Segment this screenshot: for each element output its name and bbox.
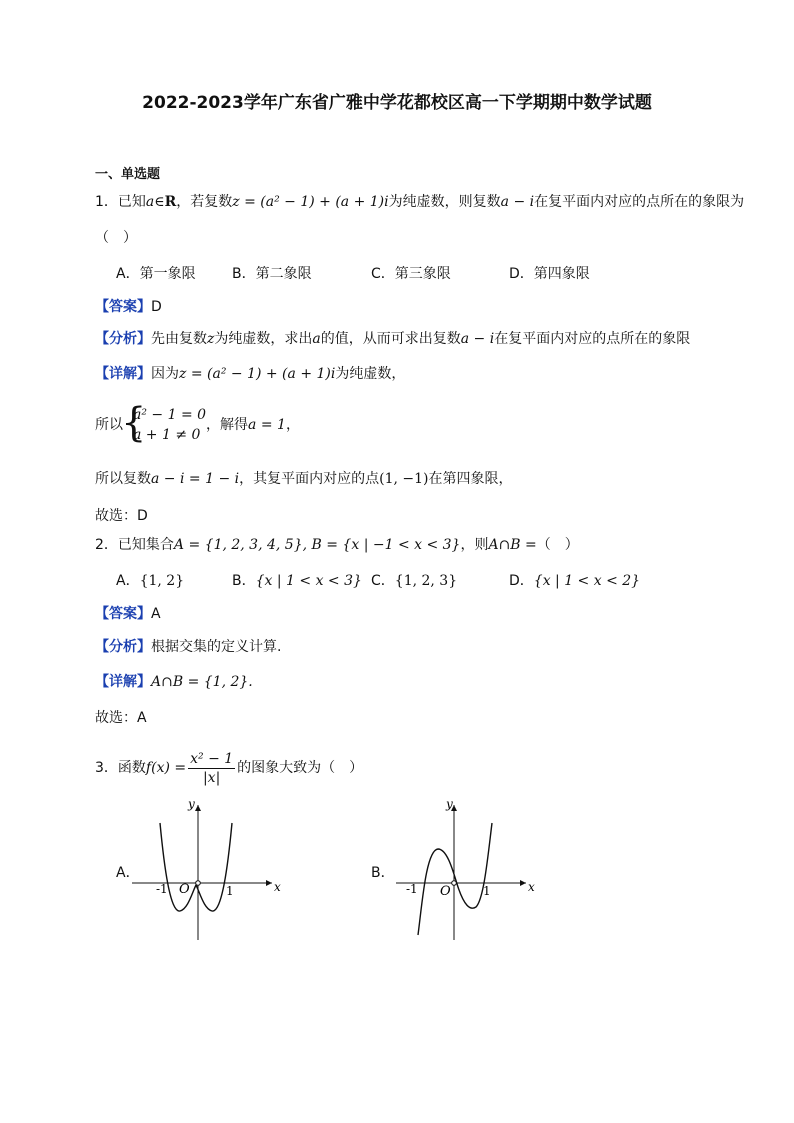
detail-tag: 【详解】 <box>95 674 151 690</box>
q2-option-a <box>116 570 184 590</box>
q3-stem <box>95 748 363 788</box>
q1-stem <box>95 192 744 212</box>
page-title: 2022-2023学年广东省广雅中学花都校区高一下学期期中数学试题 <box>142 93 652 113</box>
equation-row-1: a² − 1 = 0 <box>133 407 207 423</box>
q1-option-a: A．第一象限 <box>116 266 196 282</box>
q1-text-4: 在复平面内对应的点所在的象限为 <box>534 194 745 210</box>
q1-text-2: ，若复数 <box>176 194 233 210</box>
q1-conclusion: 故选：D <box>95 508 148 524</box>
q2-option-d <box>509 570 640 590</box>
q1-line2-math: a − i = 1 − i <box>151 471 240 487</box>
graph-a-origin: O <box>179 882 190 897</box>
q1-number: 1． <box>95 194 118 210</box>
graph-a-y-label: y <box>188 797 195 811</box>
q2-stem <box>95 535 579 555</box>
q2-detail-math: A∩B = {1, 2}. <box>151 674 253 690</box>
q1-detail-text-1: 因为 <box>151 366 179 382</box>
q1-line2-text-3: 在第四象限， <box>428 471 513 487</box>
q1-system-result: a = 1 <box>248 417 286 433</box>
graph-a-curve <box>160 823 232 911</box>
q1-analysis-z: z <box>207 331 215 347</box>
q1-option-b: B．第二象限 <box>232 266 312 282</box>
q1-analysis-text-2: 为纯虚数，求出 <box>214 331 313 347</box>
q2-analysis <box>95 637 281 657</box>
q2-option-b-text: {x | 1 < x < 3} <box>255 573 362 589</box>
q1-math-a-minus-i: a − i <box>500 194 535 210</box>
q1-math-a-in: a∈ <box>145 194 165 210</box>
q1-analysis-a-minus-i: a − i <box>460 331 495 347</box>
q1-text-1: 已知 <box>117 194 146 210</box>
graph-a-x-label: x <box>274 880 281 894</box>
graph-b-y-label: y <box>446 797 453 811</box>
q2-math-intersection: A∩B = <box>488 537 537 553</box>
q2-option-a-text: {1, 2} <box>139 573 185 589</box>
graph-b-hole <box>452 881 457 886</box>
q3-option-b-label: B． <box>371 865 395 881</box>
q1-system-suffix: ，解得 <box>206 417 249 433</box>
equation-row-2: a + 1 ≠ 0 <box>133 427 201 443</box>
q1-answer <box>95 297 162 317</box>
q1-analysis-text-3: 的值，从而可求出复数 <box>320 331 461 347</box>
graph-a-hole <box>196 881 201 886</box>
q1-line2-text-2: ，其复平面内对应的点 <box>239 471 380 487</box>
graph-a-tick-neg1: -1 <box>156 882 168 896</box>
analysis-tag: 【分析】 <box>95 331 151 347</box>
q1-analysis-a: a <box>312 331 321 347</box>
q1-text-3: 为纯虚数，则复数 <box>388 194 501 210</box>
q2-answer <box>95 604 161 624</box>
q1-detail-text-2: 为纯虚数， <box>335 366 406 382</box>
brace-glyph: { <box>121 400 147 446</box>
q2-number: 2． <box>95 537 118 553</box>
q2-option-d-text: {x | 1 < x < 2} <box>533 573 641 589</box>
q1-option-d: D．第四象限 <box>509 266 590 282</box>
q3-text-2: 的图象大致为（ ） <box>237 760 364 776</box>
q1-analysis <box>95 329 690 349</box>
q2-option-b-letter: B． <box>232 573 256 589</box>
q1-detail <box>95 364 405 384</box>
q3-denominator: |x| <box>202 769 221 786</box>
q1-line2-text-1: 所以复数 <box>95 471 151 487</box>
q3-numerator: x² − 1 <box>190 750 234 767</box>
q3-graph-a <box>130 795 290 945</box>
q2-math-sets: A = {1, 2, 3, 4, 5}, B = {x | −1 < x < 3} <box>173 537 461 553</box>
q3-number: 3． <box>95 760 118 776</box>
q2-answer-value: A <box>151 606 161 622</box>
q2-option-c <box>371 570 457 590</box>
q1-detail-math: z = (a² − 1) + (a + 1)i <box>179 366 336 382</box>
graph-b-origin: O <box>440 884 451 899</box>
q1-math-R: R <box>164 194 177 210</box>
q2-analysis-text: 根据交集的定义计算. <box>151 639 282 655</box>
section-heading: 一、单选题 <box>95 167 161 182</box>
detail-tag: 【详解】 <box>95 366 151 382</box>
equation-system <box>121 400 207 446</box>
q2-option-a-letter: A． <box>116 573 140 589</box>
graph-b-curve <box>418 823 492 935</box>
q3-graph-b <box>388 795 548 945</box>
graph-a-tick-1: 1 <box>226 884 234 898</box>
answer-tag: 【答案】 <box>95 606 151 622</box>
q1-line2-point: (1, −1) <box>379 471 429 487</box>
q3-option-a-label: A． <box>116 865 140 881</box>
q2-paren: （ ） <box>536 537 579 553</box>
analysis-tag: 【分析】 <box>95 639 151 655</box>
graph-b-x-label: x <box>528 880 535 894</box>
q1-detail-line-2 <box>95 469 512 489</box>
q1-system <box>95 400 300 446</box>
q3-fraction <box>188 750 235 787</box>
q2-option-c-letter: C． <box>371 573 395 589</box>
q2-text-1: 已知集合 <box>117 537 174 553</box>
graph-b-tick-1: 1 <box>483 884 491 898</box>
q2-option-b <box>232 570 362 590</box>
q1-paren: （ ） <box>95 230 137 246</box>
q2-text-2: ，则 <box>460 537 489 553</box>
q1-answer-value: D <box>151 299 162 315</box>
q1-math-z: z = (a² − 1) + (a + 1)i <box>232 194 389 210</box>
q2-conclusion: 故选：A <box>95 710 147 726</box>
q3-text-1: 函数 <box>117 760 146 776</box>
q3-fx: f(x) = <box>145 760 187 776</box>
q2-option-d-letter: D． <box>509 573 534 589</box>
q1-option-c: C．第三象限 <box>371 266 451 282</box>
q1-analysis-text-1: 先由复数 <box>151 331 207 347</box>
q1-analysis-text-4: 在复平面内对应的点所在的象限 <box>494 331 691 347</box>
q2-option-c-text: {1, 2, 3} <box>394 573 458 589</box>
q2-detail <box>95 672 253 692</box>
q1-system-prefix: 所以 <box>95 417 123 433</box>
graph-b-tick-neg1: -1 <box>406 882 418 896</box>
q1-system-end: ， <box>285 417 300 433</box>
answer-tag: 【答案】 <box>95 299 151 315</box>
